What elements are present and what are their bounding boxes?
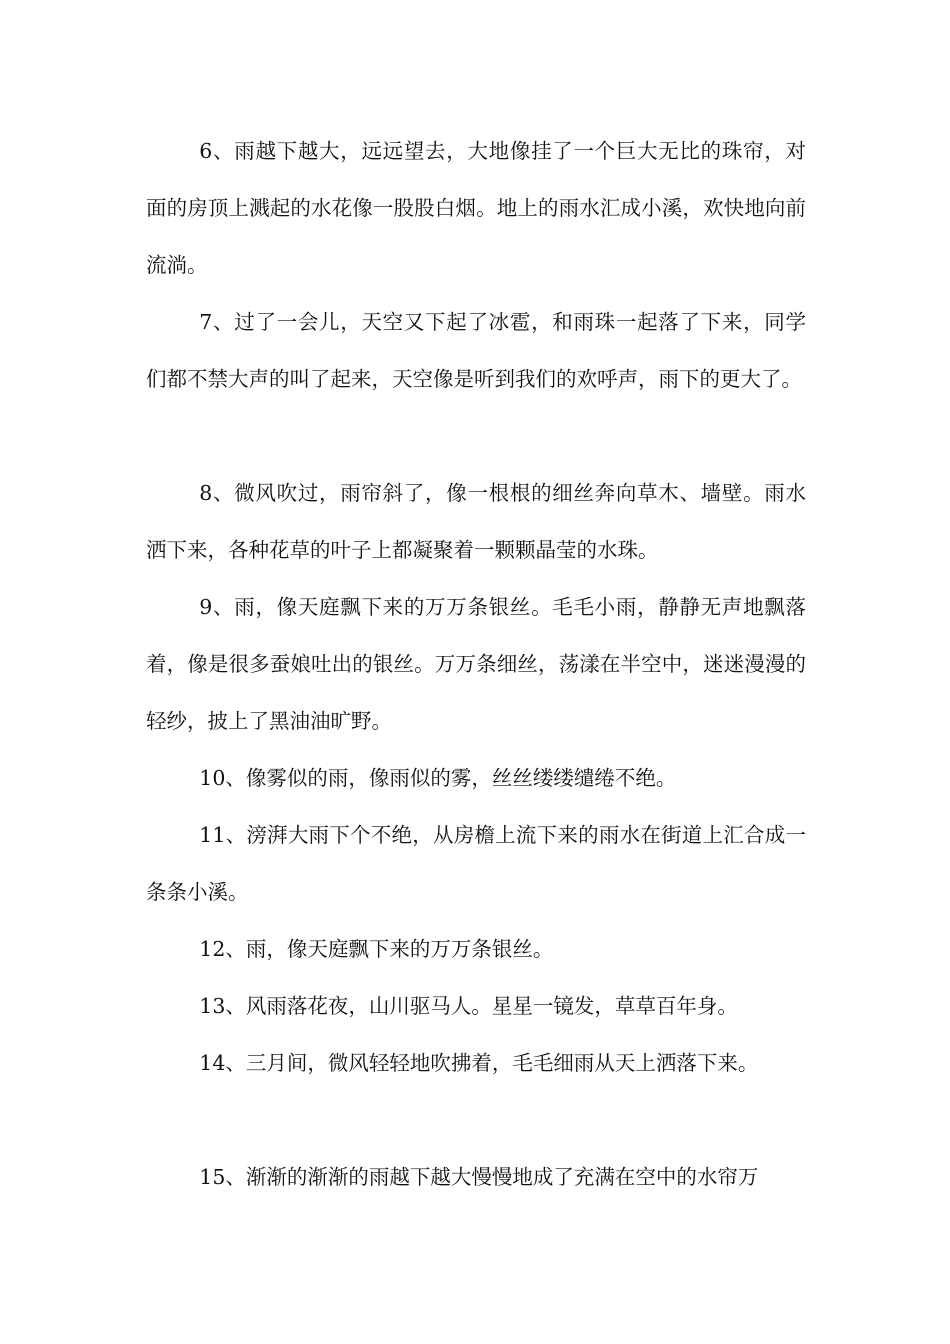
paragraph-12: 12、雨，像天庭飘下来的万万条银丝。 [199, 937, 554, 961]
paragraph-9: 9、雨，像天庭飘下来的万万条银丝。毛毛小雨，静静无声地飘落着，像是很多蚕娘吐出的银丝。万万条细丝，荡漾在半空中，迷迷漫漫的轻纱，披上了黑油油旷野。 [146, 595, 806, 733]
paragraph-10: 10、像雾似的雨，像雨似的雾，丝丝缕缕缱绻不绝。 [199, 766, 677, 790]
paragraph-6: 6、雨越下越大，远远望去，大地像挂了一个巨大无比的珠帘，对面的房顶上溅起的水花像一股股白烟。地上的雨水汇成小溪，欢快地向前流淌。 [146, 139, 806, 277]
paragraph-8: 8、微风吹过，雨帘斜了，像一根根的细丝奔向草木、墙壁。雨水洒下来，各种花草的叶子上都凝聚着一颗颗晶莹的水珠。 [146, 481, 806, 562]
paragraph-7: 7、过了一会儿，天空又下起了冰雹，和雨珠一起落了下来，同学们都不禁大声的叫了起来，天空像是听到我们的欢呼声，雨下的更大了。 [146, 310, 806, 391]
paragraph-11: 11、滂湃大雨下个不绝，从房檐上流下来的雨水在街道上汇合成一条条小溪。 [146, 823, 806, 904]
paragraph-13: 13、风雨落花夜，山川驱马人。星星一镜发，草草百年身。 [199, 994, 738, 1018]
paragraph-15: 15、渐渐的渐渐的雨越下越大慢慢地成了充满在空中的水帘万 [199, 1165, 759, 1189]
paragraph-14: 14、三月间，微风轻轻地吹拂着，毛毛细雨从天上洒落下来。 [199, 1051, 759, 1075]
